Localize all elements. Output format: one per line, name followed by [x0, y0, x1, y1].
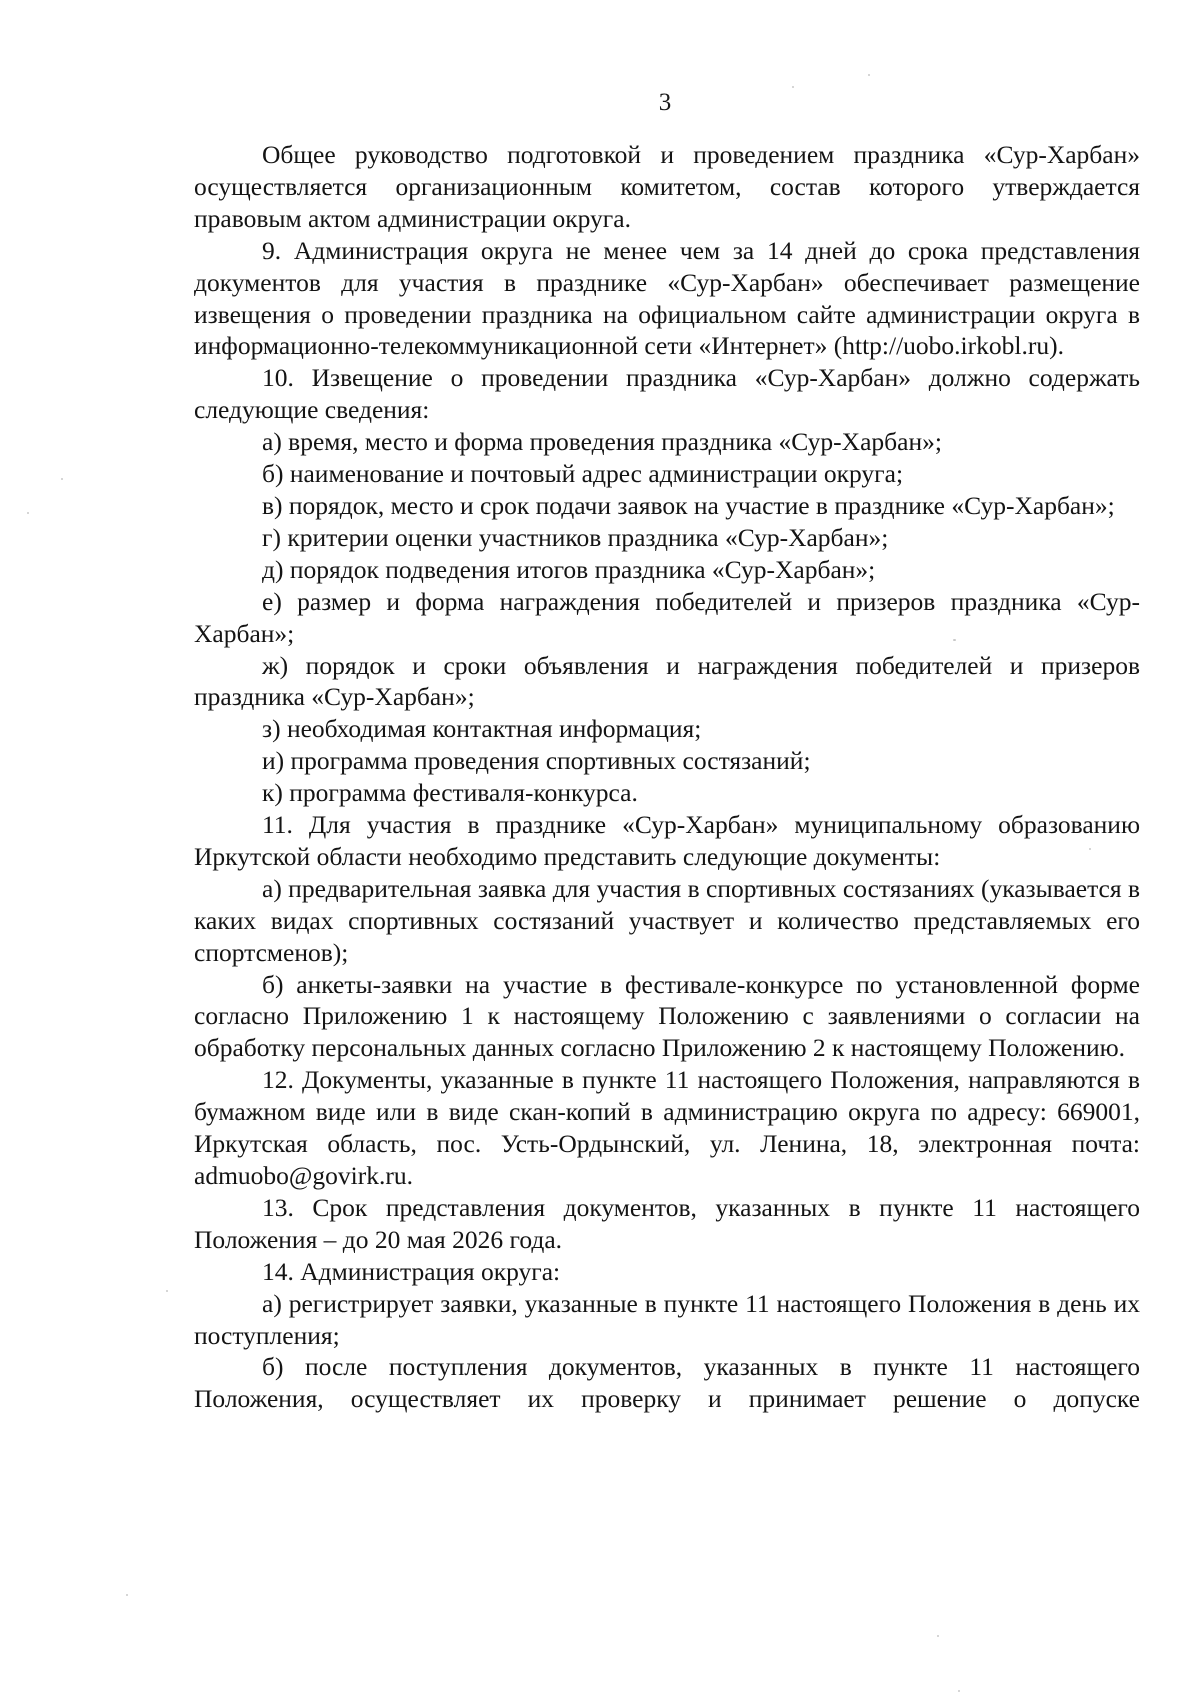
- paragraph-item-11: 11. Для участия в празднике «Сур-Харбан» муниципальному образованию Иркутской области необходимо представить следующие документы:: [194, 810, 1140, 871]
- scan-speck: [868, 74, 870, 76]
- scan-speck: [27, 512, 29, 514]
- list-item-10d: д) порядок подведения итогов праздника «Сур-Харбан»;: [262, 554, 876, 584]
- scan-speck: [126, 1594, 128, 1596]
- list-item-10i: и) программа проведения спортивных состязаний;: [262, 746, 811, 776]
- scan-speck: [166, 1290, 168, 1292]
- scan-speck: [958, 1690, 960, 1692]
- scan-speck: [937, 1635, 939, 1637]
- list-item-10v: в) порядок, место и срок подачи заявок на участие в празднике «Сур-Харбан»;: [262, 490, 1115, 520]
- list-item-10a: а) время, место и форма проведения праздника «Сур-Харбан»;: [262, 427, 942, 457]
- list-item-10k: к) программа фестиваля-конкурса.: [262, 778, 638, 808]
- paragraph-item-14: 14. Администрация округа:: [262, 1256, 561, 1286]
- list-item-14a: а) регистрирует заявки, указанные в пункте 11 настоящего Положения в день их поступления;: [194, 1288, 1140, 1350]
- list-item-10z: з) необходимая контактная информация;: [262, 714, 702, 744]
- list-item-11b: б) анкеты-заявки на участие в фестивале-конкурсе по установленной форме согласно Приложению 1 к настоящему Положению с заявлениями о согласии на обработку персональных данных согласно Приложению 2 к настоящему Положению.: [194, 969, 1140, 1063]
- list-item-14b: б) после поступления документов, указанных в пункте 11 настоящего Положения, осуществляет их проверку и принимает решение о допуске: [194, 1352, 1140, 1414]
- list-item-10e: е) размер и форма награждения победителей и призеров праздника «Сур-Харбан»;: [194, 586, 1140, 648]
- scan-speck: [1089, 848, 1091, 850]
- scan-speck: [61, 478, 63, 480]
- paragraph-item-10: 10. Извещение о проведении праздника «Сур-Харбан» должно содержать следующие сведения:: [194, 363, 1140, 425]
- paragraph-general-management: Общее руководство подготовкой и проведением праздника «Сур-Харбан» осуществляется организационным комитетом, состав которого утверждается правовым актом администрации округа.: [194, 140, 1140, 233]
- paragraph-item-12: 12. Документы, указанные в пункте 11 настоящего Положения, направляются в бумажном виде или в виде скан-копий в администрацию округа по адресу: 669001, Иркутская область, пос. Усть-Ордынский, ул. Ленина, 18, электронная почта: admuobo@govirk.ru.: [194, 1065, 1140, 1190]
- list-item-10g: г) критерии оценки участников праздника «Сур-Харбан»;: [262, 522, 889, 552]
- scan-speck: [792, 86, 794, 88]
- page-number: 3: [658, 89, 672, 116]
- list-item-10zh: ж) порядок и сроки объявления и награждения победителей и призеров праздника «Сур-Харбан»;: [194, 650, 1140, 712]
- list-item-11a: а) предварительная заявка для участия в спортивных состязаниях (указывается в каких видах спортивных состязаний участвует и количество представляемых его спортсменов);: [194, 873, 1141, 967]
- paragraph-item-13: 13. Срок представления документов, указанных в пункте 11 настоящего Положения – до 20 мая 2026 года.: [194, 1192, 1140, 1254]
- list-item-10b: б) наименование и почтовый адрес администрации округа;: [262, 459, 904, 489]
- document-body: [194, 139, 1140, 1415]
- scan-speck: [953, 639, 956, 641]
- paragraph-item-9: 9. Администрация округа не менее чем за 14 дней до срока представления документов для участия в празднике «Сур-Харбан» обеспечивает размещение извещения о проведении праздника на официальном сайте администрации округа в информационно-телекоммуникационной сети «Интернет» (http://uobo.irkobl.ru).: [194, 235, 1140, 361]
